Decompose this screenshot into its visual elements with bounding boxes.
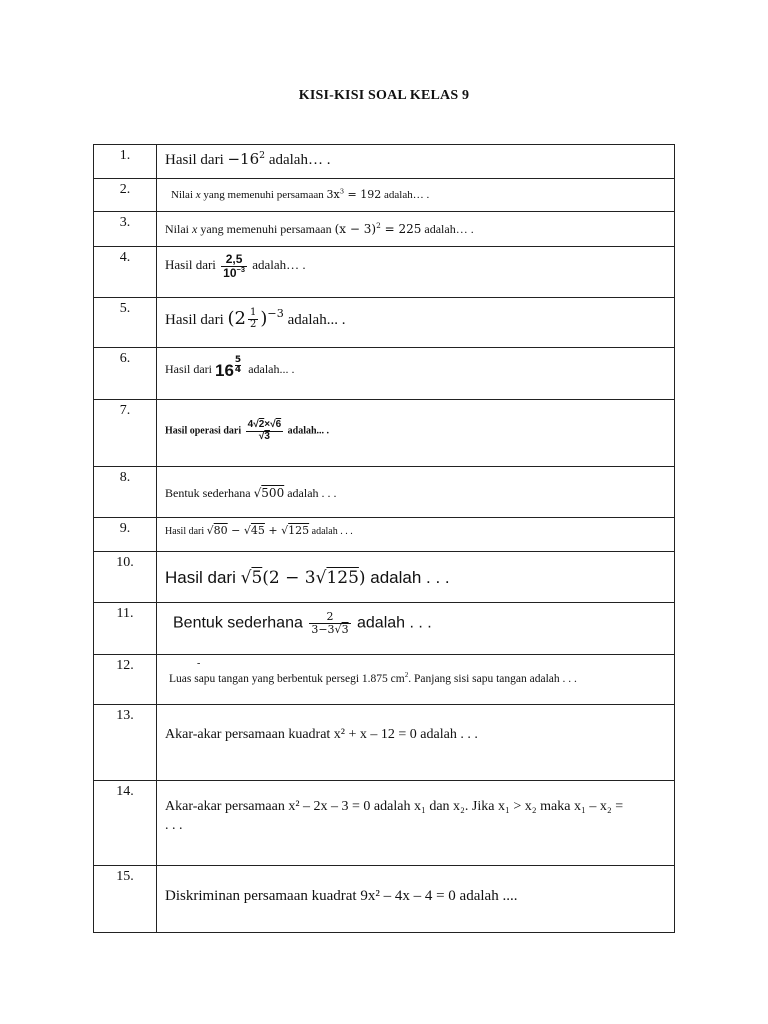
question-table — [93, 144, 675, 933]
question-cell — [157, 145, 675, 179]
question-text: Akar-akar persamaan kuadrat x² + x – 12 = 0 adalah . . . — [165, 727, 478, 742]
table-row — [94, 212, 675, 247]
question-number: 14. — [94, 781, 157, 866]
question-cell — [157, 179, 675, 212]
question-text: Hasil dari $-16^2$ adalah… . — [165, 150, 331, 168]
question-number: 6. — [94, 348, 157, 400]
question-cell — [157, 400, 675, 467]
table-row — [94, 705, 675, 781]
question-text: Nilai x yang memenuhi persamaan $3x^3 = 192$ adalah… . — [171, 187, 430, 201]
table-row — [94, 655, 675, 705]
question-number: 12. — [94, 655, 157, 705]
question-text: Bentuk sederhana √500 adalah . . . — [165, 486, 337, 500]
question-cell — [157, 212, 675, 247]
table-row — [94, 145, 675, 179]
table-row — [94, 552, 675, 603]
question-number: 5. — [94, 298, 157, 348]
question-text: Hasil dari √80 − √45 + √125 adalah . . . — [165, 524, 353, 537]
question-cell — [157, 603, 675, 655]
table-row — [94, 866, 675, 933]
question-number: 13. — [94, 705, 157, 781]
question-number: 9. — [94, 518, 157, 552]
question-cell — [157, 705, 675, 781]
question-cell — [157, 348, 675, 400]
question-text: Hasil dari √5(2 − 3√125) adalah . . . — [165, 568, 450, 588]
table-row — [94, 603, 675, 655]
table-row — [94, 467, 675, 518]
question-number: 11. — [94, 603, 157, 655]
table-row — [94, 518, 675, 552]
question-cell — [157, 781, 675, 866]
question-text: Bentuk sederhana $\frac{2}{3-3√3}$ adalah . . . — [173, 610, 432, 636]
fraction: $\frac{2,5}{10^{-3}}$ — [223, 252, 245, 280]
question-text: Nilai x yang memenuhi persamaan $(x - 3)^2 = 225$ adalah… . — [165, 221, 474, 236]
question-text: Hasil dari 16 $\frac{5}{4}$ adalah... . — [165, 355, 295, 380]
table-row — [94, 781, 675, 866]
question-text: Hasil operasi dari $\frac{4√2\times√6}{√3}$ adalah... . — [165, 419, 330, 442]
question-number: 10. — [94, 552, 157, 603]
question-cell — [157, 655, 675, 705]
question-number: 8. — [94, 467, 157, 518]
question-text: Diskriminan persamaan kuadrat 9x² – 4x – 4 = 0 adalah .... — [165, 888, 518, 904]
question-text: Akar-akar persamaan x² – 2x – 3 = 0 adalah x₁ dan x₂. Jika x₁ > x₂ maka x₁ – x₂ = . . . — [165, 799, 624, 833]
stray-mark: - — [197, 658, 201, 669]
question-cell — [157, 552, 675, 603]
table-row — [94, 247, 675, 298]
question-number: 3. — [94, 212, 157, 247]
fraction: $\frac{2}{3-3√3}$ — [311, 610, 349, 636]
question-cell — [157, 298, 675, 348]
fraction: $\frac{4√2\times√6}{√3}$ — [247, 419, 282, 442]
table-row — [94, 348, 675, 400]
question-cell — [157, 866, 675, 933]
question-number: 2. — [94, 179, 157, 212]
table-row — [94, 298, 675, 348]
table-row — [94, 179, 675, 212]
question-number: 7. — [94, 400, 157, 467]
question-cell — [157, 467, 675, 518]
question-text: Hasil dari (2 $\frac{1}{2}$ )$^{-3}$ adalah... . — [165, 307, 346, 330]
question-number: 4. — [94, 247, 157, 298]
question-number: 15. — [94, 866, 157, 933]
table-row — [94, 400, 675, 467]
question-cell — [157, 247, 675, 298]
question-text: Hasil dari $\frac{2,5}{10^{-3}}$ adalah… . — [165, 252, 306, 280]
question-cell — [157, 518, 675, 552]
page-title: KISI-KISI SOAL KELAS 9 — [298, 88, 470, 103]
question-number: 1. — [94, 145, 157, 179]
question-text: Luas sapu tangan yang berbentuk persegi 1.875 $cm^2$. Panjang sisi sapu tangan adalah . . . — [169, 671, 577, 685]
